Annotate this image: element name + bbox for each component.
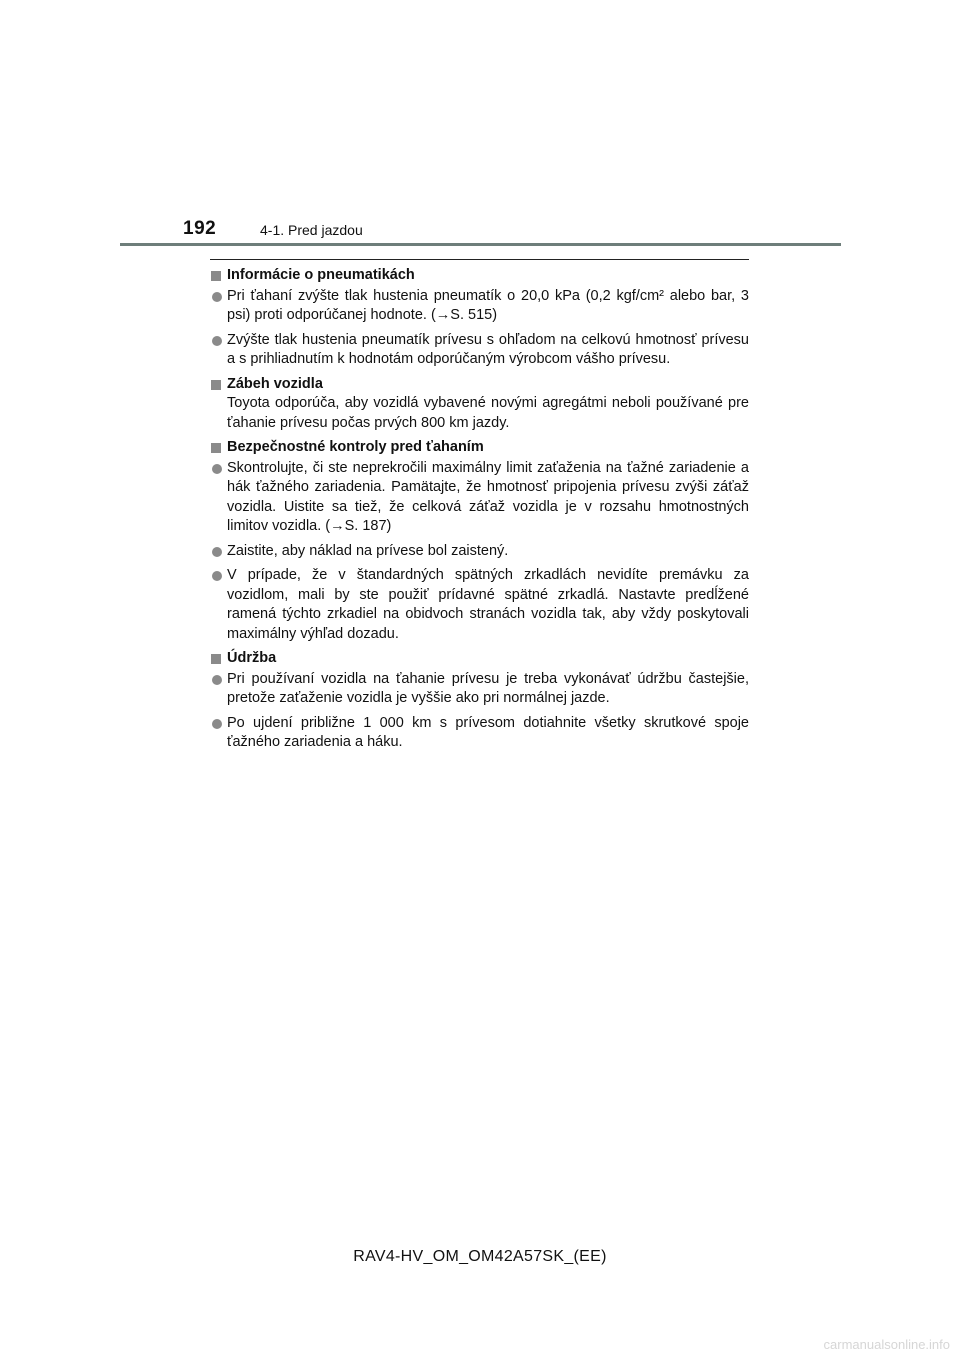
content bbox=[210, 266, 749, 758]
content-rule bbox=[210, 259, 749, 260]
section-heading-text: Zábeh vozidla bbox=[227, 375, 323, 392]
list-item-text: Skontrolujte, či ste neprekročili maximálny limit zaťaženia na ťažné zariadenie a hák ťažného zariadenia. Pamätajte, že hmotnosť pripojenia prívesu zvýši záťaž vozidla. Uistite sa tiež, že celková záťaž vozidla je v rozsahu hmotnostných limitov vozidla. (→S. 187) bbox=[227, 459, 749, 534]
section-heading-text: Údržba bbox=[227, 650, 277, 666]
circle-bullet-icon bbox=[212, 547, 222, 557]
section-heading bbox=[210, 438, 749, 458]
list-item-text: Pri používaní vozidla na ťahanie prívesu je treba vykonávať údržbu častejšie, pretože zaťaženie vozidla je vyššie ako pri normálnej jazde. bbox=[227, 670, 749, 706]
square-bullet-icon bbox=[211, 443, 221, 453]
square-bullet-icon bbox=[211, 654, 221, 664]
list-item bbox=[210, 331, 749, 370]
list-item-text: Zaistite, aby náklad na prívese bol zaistený. bbox=[227, 542, 509, 559]
section-heading bbox=[210, 375, 749, 395]
section-tire-info bbox=[210, 266, 749, 370]
list-item bbox=[210, 566, 749, 644]
section-maintenance bbox=[210, 649, 749, 753]
square-bullet-icon bbox=[211, 271, 221, 281]
list-item-text: Zvýšte tlak hustenia pneumatík prívesu s ohľadom na celkovú hmotnosť prívesu a s prihliadnutím k hodnotám odporúčaným výrobcom vášho prívesu. bbox=[227, 331, 749, 367]
list-item bbox=[210, 542, 749, 562]
footer-doc-id: RAV4-HV_OM_OM42A57SK_(EE) bbox=[353, 1248, 607, 1265]
list-item bbox=[210, 459, 749, 537]
section-heading-text: Informácie o pneumatikách bbox=[227, 267, 415, 283]
header-rule bbox=[120, 243, 841, 246]
section-heading bbox=[210, 649, 749, 669]
watermark: carmanualsonline.info bbox=[823, 1337, 950, 1352]
list-item-text: Pri ťahaní zvýšte tlak hustenia pneumatík o 20,0 kPa (0,2 kgf/cm² alebo bar, 3 psi) proti odporúčanej hodnote. (→S. 515) bbox=[227, 287, 749, 323]
list-item bbox=[210, 287, 749, 326]
circle-bullet-icon bbox=[212, 571, 222, 581]
list-item bbox=[210, 670, 749, 709]
section-safety-checks bbox=[210, 438, 749, 644]
circle-bullet-icon bbox=[212, 675, 222, 685]
paragraph: Toyota odporúča, aby vozidlá vybavené novými agregátmi neboli používané pre ťahanie prívesu počas prvých 800 km jazdy. bbox=[227, 395, 749, 431]
section-title: 4-1. Pred jazdou bbox=[260, 222, 363, 238]
list-item-text: Po ujdení približne 1 000 km s prívesom dotiahnite všetky skrutkové spoje ťažného zariadenia a háku. bbox=[227, 714, 749, 750]
circle-bullet-icon bbox=[212, 719, 222, 729]
page-number: 192 bbox=[183, 218, 217, 239]
list-item bbox=[210, 714, 749, 753]
square-bullet-icon bbox=[211, 380, 221, 390]
circle-bullet-icon bbox=[212, 292, 222, 302]
circle-bullet-icon bbox=[212, 336, 222, 346]
list-item-text: V prípade, že v štandardných spätných zrkadlách nevidíte premávku za vozidlom, mali by ste použiť prídavné spätné zrkadlá. Nastavte predĺžené ramená týchto zrkadiel na obidvoch stranách vozidla tak, aby vždy poskytovali maximálny výhľad dozadu. bbox=[227, 567, 749, 642]
section-break-in bbox=[210, 375, 749, 434]
circle-bullet-icon bbox=[212, 464, 222, 474]
section-heading-text: Bezpečnostné kontroly pred ťahaním bbox=[227, 439, 484, 455]
section-heading bbox=[210, 266, 749, 286]
